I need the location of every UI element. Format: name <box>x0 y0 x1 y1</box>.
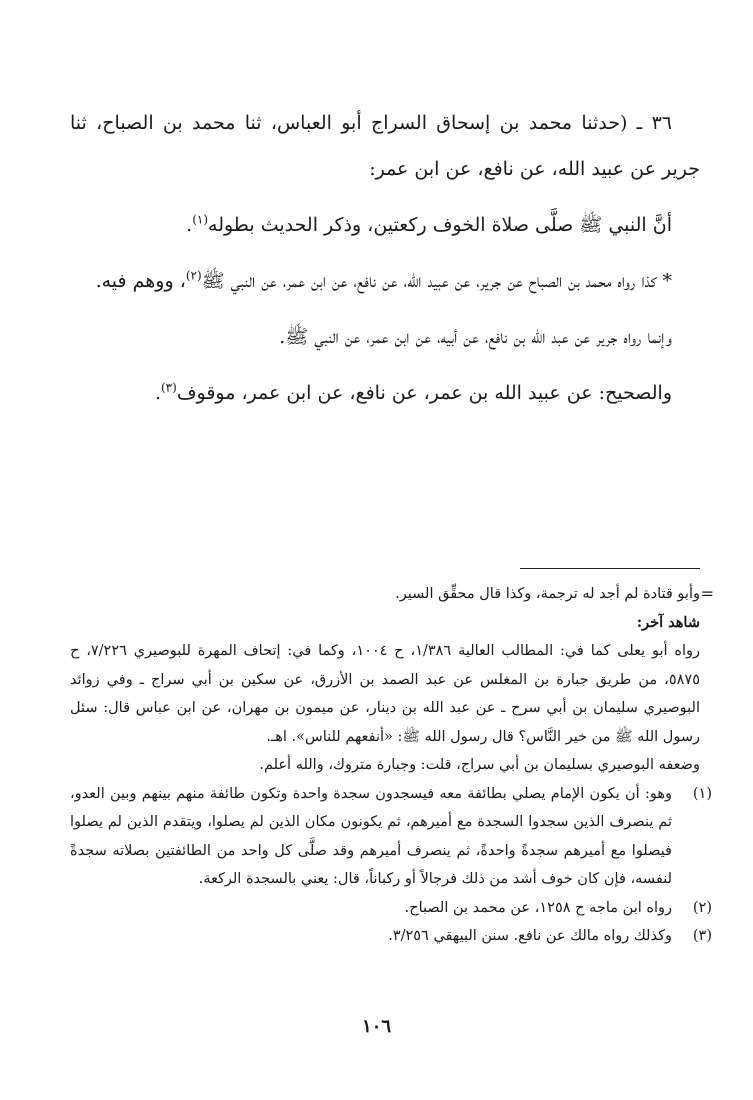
footnote-item-3 <box>70 922 712 951</box>
footnote-ref-3[interactable]: (٣) <box>160 380 177 395</box>
commentary-end-3: . <box>154 382 161 404</box>
footnote-number-3: (٣) <box>692 928 712 944</box>
commentary-text-1: * كذا رواه محمد بن الصباح عن جرير، عن عبيد الله، عن نافع، عن ابن عمر، عن النبي ﷺ <box>201 270 672 292</box>
footnote-text-3: وكذلك رواه مالك عن نافع. سنن البيهقي ٣/٢٥٦. <box>388 928 672 944</box>
footnote-cont-heading: شاهد آخر: <box>636 613 700 631</box>
main-text <box>70 100 700 416</box>
footnote-item-2 <box>70 894 712 923</box>
page-number: ١٠٦ <box>361 1016 391 1037</box>
footnote-number-1: (١) <box>692 785 712 802</box>
commentary-end-1: ، ووهم فيه. <box>95 270 186 292</box>
footnote-ref-1[interactable]: (١) <box>192 212 209 227</box>
matn-period: . <box>186 214 193 236</box>
footnote-text-2: رواه ابن ماجه ح ١٢٥٨، عن محمد بن الصباح. <box>404 899 672 916</box>
hadith-isnad-paragraph <box>70 100 700 192</box>
footnote-number-2: (٢) <box>692 899 712 916</box>
commentary-paragraph-1 <box>70 258 700 304</box>
footnote-cont-line-3: رواه أبو يعلى كما في: المطالب العالية ١/٣٨٦، ح ١٠٠٤، وكما في: إتحاف المهرة للبوصيري ٧/٢٢٦، ح ٥٨٧٥، من طريق جبارة بن المغلس عن عبد الصمد بن الأزرق، عن سكين بن أبي سراج ـ وفي زوائد البوصيري سليمان بن أبي سرح ـ عن عبد الله بن دينار، عن ميمون بن مهران، عن ابن عباس قال: سئل رسول الله ﷺ من خير النَّاس؟ قال رسول الله ﷺ: «أنفعهم للناس». اهـ. <box>70 643 700 745</box>
hadith-matn-text: أنَّ النبي ﷺ صلَّى صلاة الخوف ركعتين، وذكر الحديث بطوله <box>208 214 672 236</box>
commentary-paragraph-3 <box>70 370 700 416</box>
footnote-item-1 <box>70 780 712 894</box>
footnote-text-1: وهو: أن يكون الإمام يصلي بطائفة معه فيسجدون سجدة واحدة وتكون طائفة منهم بينهم وبين العدو، ثم ينصرف الذين سجدوا السجدة مع أميرهم، ثم يكونون مكان الذين لم يصلوا، ويتقدم الذين لم يصلوا فيصلوا مع أميرهم سجدةً واحدةً، ثم ينصرف أميرهم وقد صلَّى كل واحد من الطائفتين بصلاته سجدةً لنفسه، فإن كان خوف أشد من ذلك فرجالاً أو ركباناً، قال: يعني بالسجدة الركعة. <box>70 785 672 887</box>
commentary-text-2: وإنما رواه جرير عن عبد الله بن نافع، عن أبيه، عن ابن عمر، عن النبي ﷺ. <box>279 326 672 348</box>
footnotes-section <box>70 580 714 951</box>
page-body <box>70 100 714 944</box>
hadith-isnad-text: ٣٦ ـ (حدثنا محمد بن إسحاق السراج أبو العباس، ثنا محمد بن الصباح، ثنا جرير عن عبيد الله، عن نافع، عن ابن عمر: <box>70 112 700 180</box>
commentary-paragraph-2 <box>70 314 700 360</box>
footnote-continuation <box>70 580 714 780</box>
footnote-ref-2[interactable]: (٢) <box>185 268 202 283</box>
footnote-cont-line-4: وضعفه البوصيري بسليمان بن أبي سراج، قلت: وجبارة متروك، والله أعلم. <box>259 757 700 773</box>
hadith-matn-paragraph <box>70 202 700 248</box>
footnote-cont-line-1: وأبو قتادة لم أجد له ترجمة، وكذا قال محقِّق السير. <box>395 586 700 602</box>
footnote-divider <box>520 568 700 569</box>
continuation-mark: = <box>700 584 714 603</box>
commentary-text-3: والصحيح: عن عبيد الله بن عمر، عن نافع، عن ابن عمر، موقوف <box>176 382 672 404</box>
